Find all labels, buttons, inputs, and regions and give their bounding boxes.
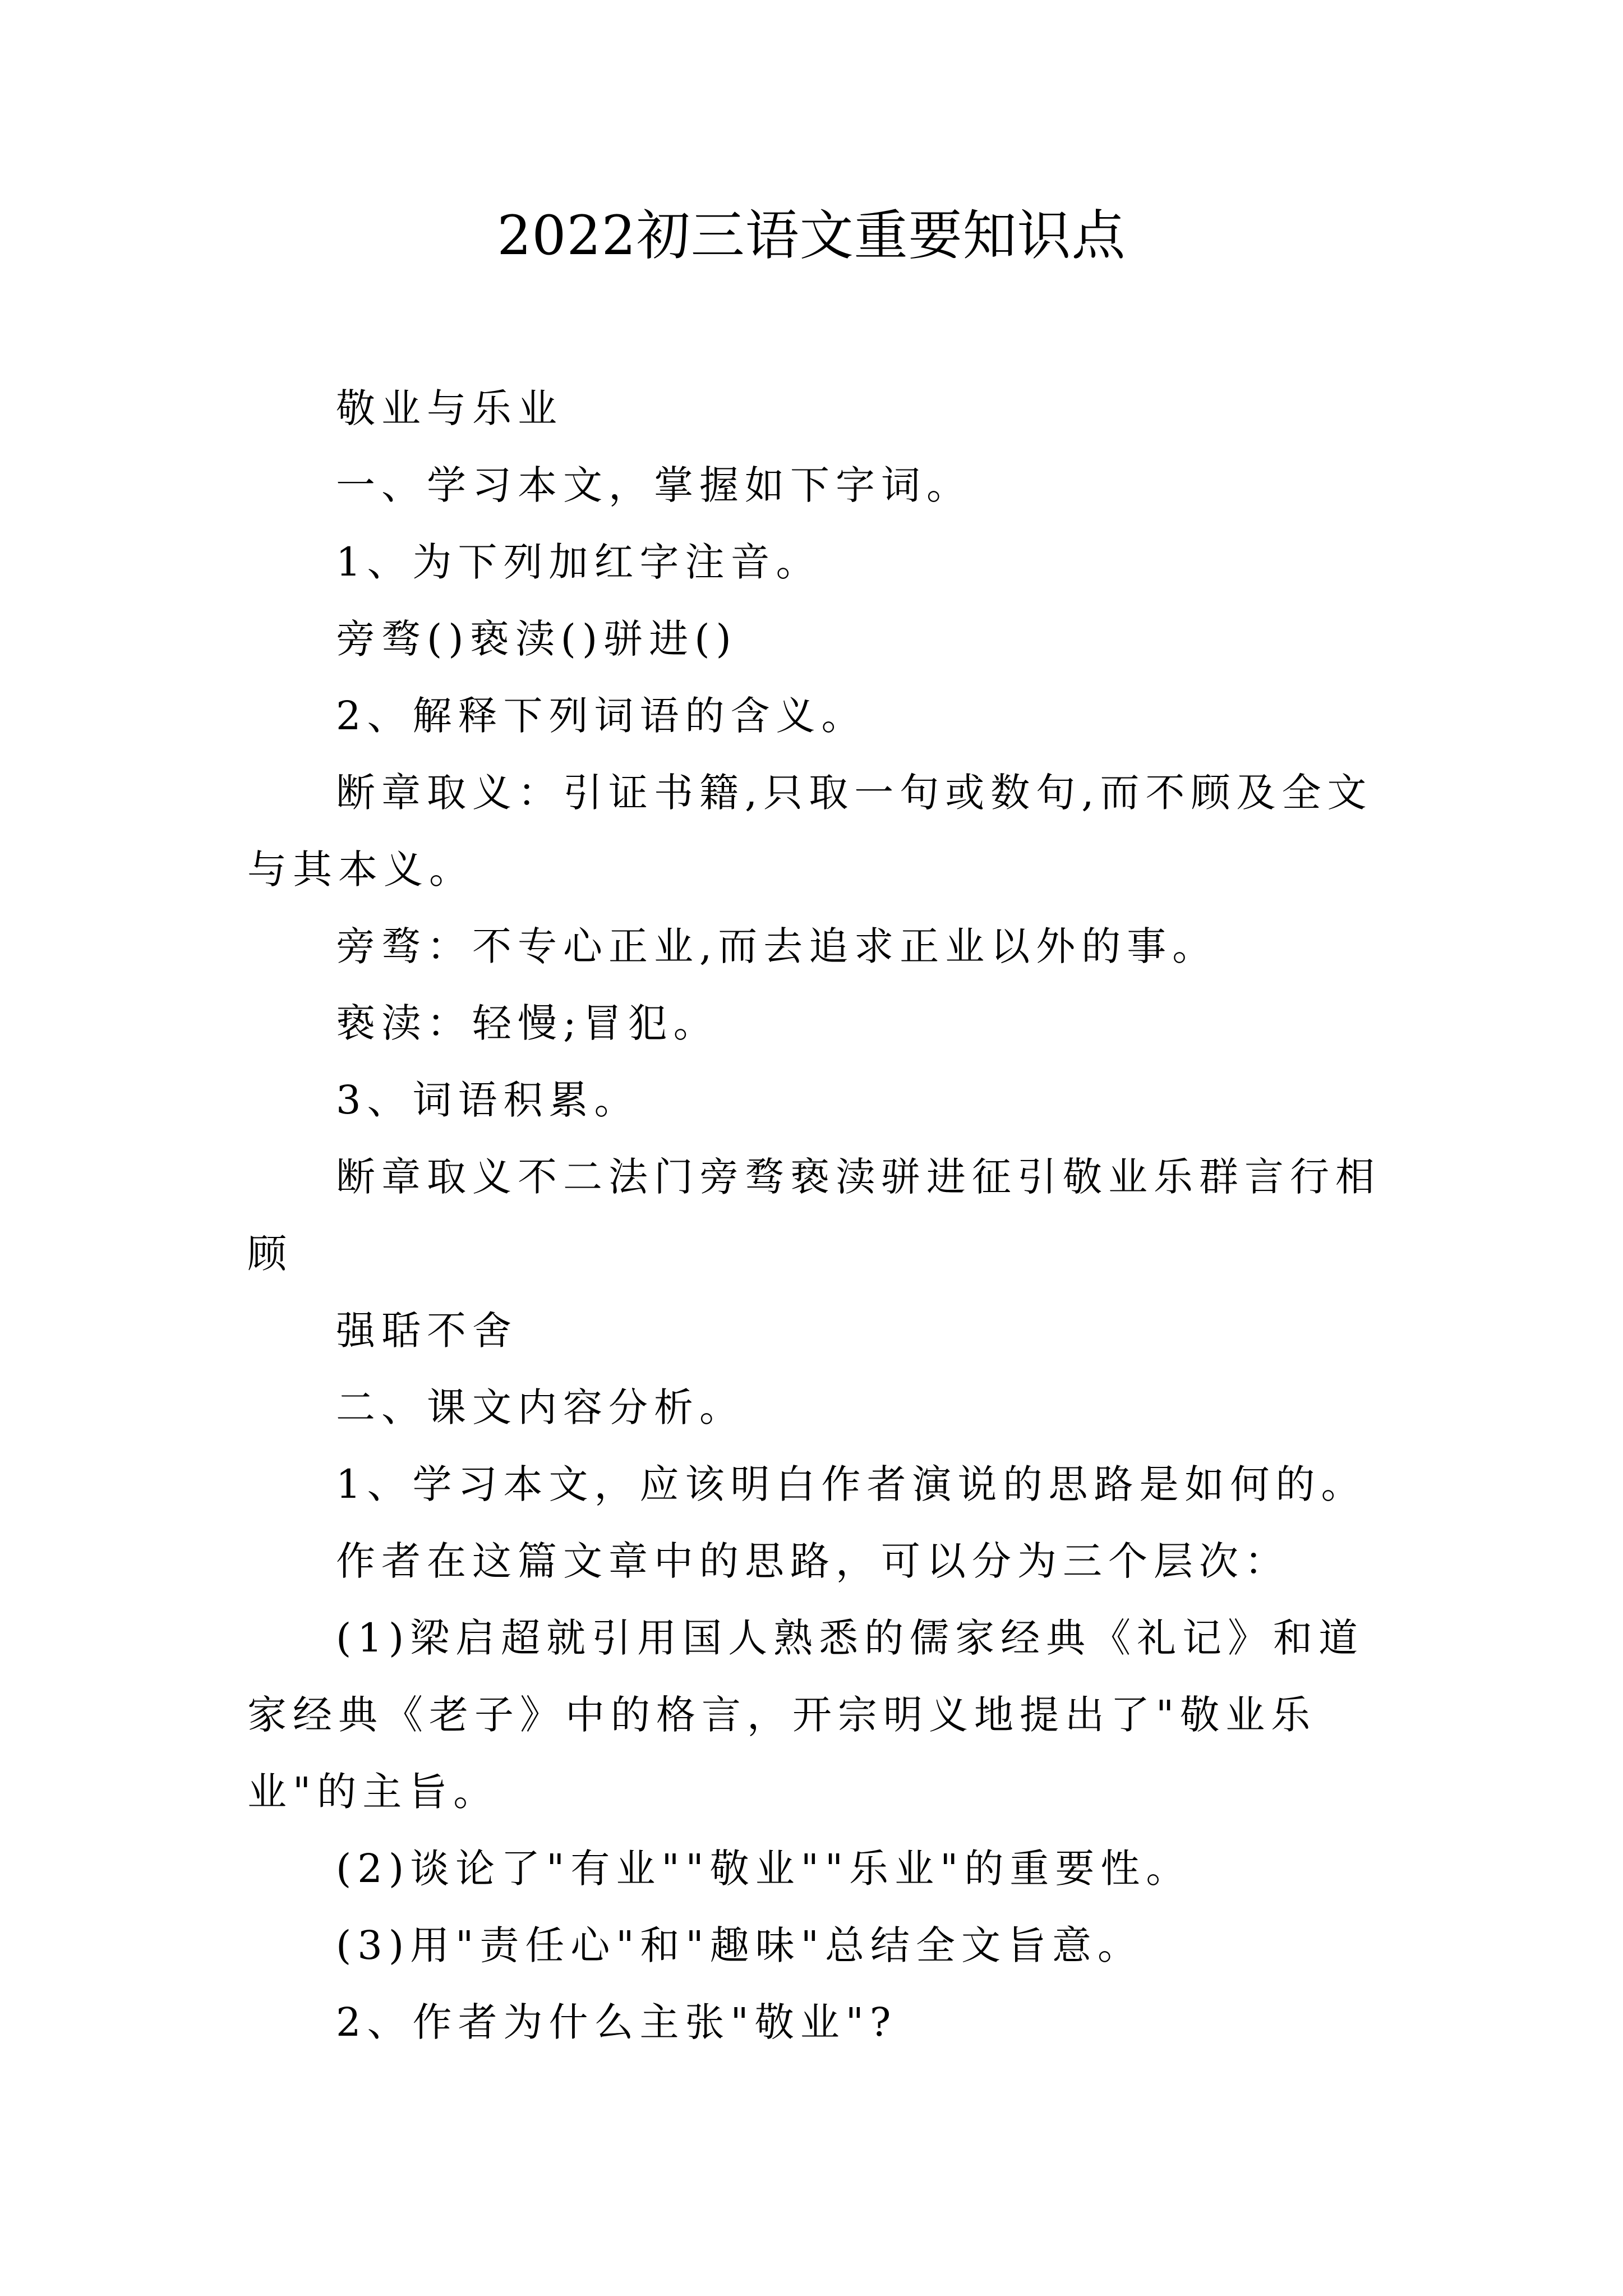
paragraph: 强聒不舍	[336, 1308, 518, 1354]
paragraph: 作者在这篇文章中的思路，可以分为三个层次：	[336, 1538, 1290, 1584]
paragraph: (2)谈论了"有业""敬业""乐业"的重要性。	[336, 1846, 1192, 1892]
paragraph: 一、学习本文，掌握如下字词。	[336, 462, 972, 508]
paragraph: 断章取义不二法门旁骛亵渎骈进征引敬业乐群言行相顾	[247, 1154, 1381, 1277]
paragraph: 敬业与乐业	[336, 385, 563, 431]
paragraph: 2、解释下列词语的含义。	[336, 693, 867, 739]
document-title: 2022初三语文重要知识点	[497, 204, 1126, 267]
paragraph: (3)用"责任心"和"趣味"总结全文旨意。	[336, 1922, 1143, 1968]
paragraph: 亵渎：轻慢;冒犯。	[336, 1000, 719, 1046]
paragraph: 旁骛()亵渎()骈进()	[336, 616, 737, 662]
paragraph: 1、为下列加红字注音。	[336, 539, 822, 585]
paragraph: (1)梁启超就引用国人熟悉的儒家经典《礼记》和道家经典《老子》中的格言，开宗明义地提出了"敬业乐业"的主旨。	[247, 1615, 1364, 1815]
paragraph: 旁骛：不专心正业,而去追求正业以外的事。	[336, 923, 1218, 969]
document-body	[247, 370, 1391, 2061]
paragraph: 2、作者为什么主张"敬业"?	[336, 1999, 897, 2045]
paragraph: 断章取义：引证书籍,只取一句或数句,而不顾及全文与其本义。	[247, 770, 1373, 892]
paragraph: 3、词语积累。	[336, 1077, 640, 1123]
paragraph: 二、课文内容分析。	[336, 1384, 745, 1430]
paragraph: 1、学习本文，应该明白作者演说的思路是如何的。	[336, 1461, 1367, 1507]
